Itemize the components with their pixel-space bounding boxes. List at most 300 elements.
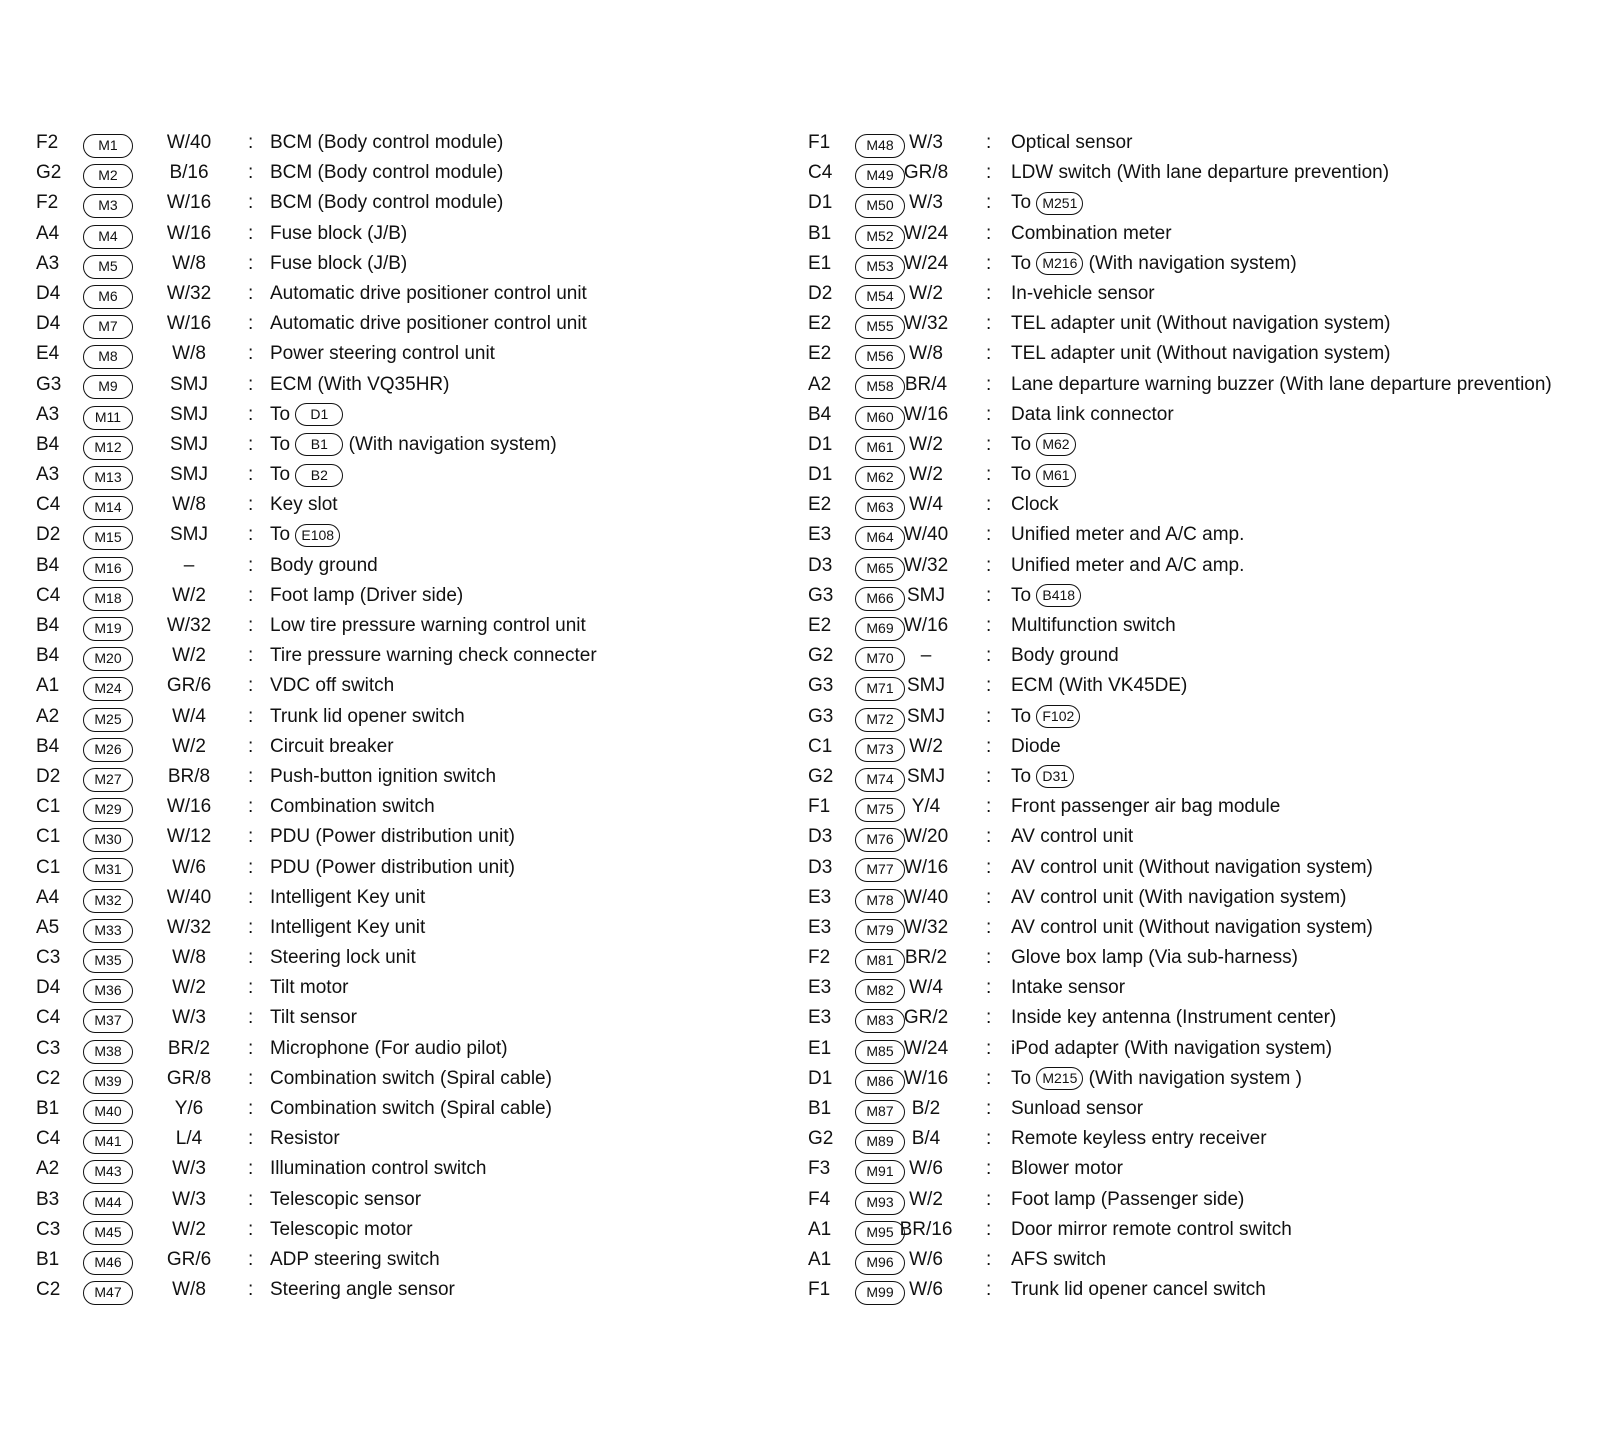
description-text: ECM (With VQ35HR) bbox=[270, 373, 450, 395]
separator: : bbox=[248, 916, 254, 938]
separator: : bbox=[986, 524, 992, 546]
connector-color-poles: W/16 bbox=[166, 222, 212, 244]
separator: : bbox=[248, 1067, 254, 1089]
description-text: Unified meter and A/C amp. bbox=[1011, 554, 1245, 576]
connector-number: M25 bbox=[83, 708, 133, 732]
connector-description bbox=[1011, 370, 1552, 400]
grid-location: C3 bbox=[36, 1218, 61, 1240]
grid-location: C4 bbox=[36, 494, 61, 516]
connector-color-poles: GR/8 bbox=[903, 162, 949, 184]
connector-row bbox=[772, 732, 1624, 762]
referenced-connector: M215 bbox=[1036, 1067, 1083, 1090]
separator: : bbox=[248, 1188, 254, 1210]
connector-color-poles: BR/2 bbox=[167, 1037, 211, 1059]
separator: : bbox=[986, 162, 992, 184]
connector-description bbox=[270, 702, 465, 732]
description-text: Body ground bbox=[270, 554, 378, 576]
connector-number: M47 bbox=[83, 1281, 133, 1305]
grid-location: C1 bbox=[36, 826, 61, 848]
description-text: BCM (Body control module) bbox=[270, 132, 504, 153]
connector-description bbox=[1011, 1154, 1123, 1184]
connector-description bbox=[1011, 1003, 1336, 1033]
to-label: To bbox=[270, 403, 291, 425]
connector-color-poles: SMJ bbox=[907, 765, 945, 787]
connector-number: M46 bbox=[83, 1251, 133, 1275]
grid-location: D1 bbox=[808, 464, 833, 486]
grid-location: A1 bbox=[808, 1218, 832, 1240]
connector-description bbox=[1011, 1215, 1292, 1245]
connector-row bbox=[0, 853, 800, 883]
connector-description bbox=[1011, 219, 1172, 249]
connector-row bbox=[0, 581, 800, 611]
referenced-connector: D31 bbox=[1036, 765, 1074, 788]
connector-number: M78 bbox=[855, 889, 905, 913]
grid-location: B1 bbox=[36, 1098, 60, 1119]
separator: : bbox=[986, 192, 992, 214]
connector-number: M54 bbox=[855, 285, 905, 309]
grid-location: G2 bbox=[36, 162, 62, 184]
connector-number: M5 bbox=[83, 255, 133, 279]
connector-description bbox=[270, 430, 557, 460]
connector-number: M7 bbox=[83, 315, 133, 339]
connector-description bbox=[1011, 671, 1187, 701]
separator: : bbox=[248, 313, 254, 335]
separator: : bbox=[248, 1037, 254, 1059]
separator: : bbox=[248, 705, 254, 727]
connector-description bbox=[1011, 188, 1083, 218]
separator: : bbox=[248, 1158, 254, 1180]
connector-description bbox=[270, 853, 515, 883]
separator: : bbox=[986, 916, 992, 938]
connector-row bbox=[0, 883, 800, 913]
separator: : bbox=[248, 222, 254, 244]
grid-location: F4 bbox=[808, 1188, 831, 1210]
connector-row bbox=[772, 490, 1624, 520]
grid-location: C1 bbox=[36, 856, 61, 878]
separator: : bbox=[248, 977, 254, 999]
connector-description bbox=[270, 1275, 455, 1305]
connector-description bbox=[1011, 581, 1081, 611]
connector-color-poles: W/6 bbox=[909, 1248, 943, 1270]
separator: : bbox=[248, 856, 254, 878]
separator: : bbox=[986, 796, 992, 818]
connector-color-poles: W/8 bbox=[172, 343, 206, 365]
separator: : bbox=[986, 464, 992, 486]
description-text: iPod adapter (With navigation system) bbox=[1011, 1037, 1333, 1059]
separator: : bbox=[248, 1279, 254, 1301]
grid-location: D4 bbox=[36, 313, 61, 335]
grid-location: C1 bbox=[36, 796, 61, 818]
grid-location: G3 bbox=[808, 675, 834, 697]
separator: : bbox=[986, 222, 992, 244]
connector-description bbox=[1011, 702, 1080, 732]
description-text: (With navigation system ) bbox=[1088, 1067, 1302, 1089]
connector-color-poles: W/32 bbox=[903, 554, 949, 576]
connector-row bbox=[0, 219, 800, 249]
grid-location: C2 bbox=[36, 1279, 61, 1301]
grid-location: B4 bbox=[36, 645, 60, 667]
connector-row bbox=[0, 249, 800, 279]
connector-number: M86 bbox=[855, 1070, 905, 1094]
connector-row bbox=[0, 1064, 800, 1094]
connector-row bbox=[772, 460, 1624, 490]
referenced-connector: B1 bbox=[295, 433, 343, 456]
connector-description bbox=[1011, 611, 1176, 641]
connector-description bbox=[1011, 1034, 1332, 1064]
connector-description bbox=[270, 943, 416, 973]
connector-number: M93 bbox=[855, 1191, 905, 1215]
connector-number: M9 bbox=[83, 375, 133, 399]
connector-number: M77 bbox=[855, 858, 905, 882]
connector-color-poles: BR/16 bbox=[899, 1218, 953, 1240]
connector-number: M37 bbox=[83, 1009, 133, 1033]
connector-row bbox=[772, 1034, 1624, 1064]
connector-color-poles: W/2 bbox=[172, 1218, 206, 1240]
connector-row bbox=[772, 611, 1624, 641]
connector-row bbox=[772, 1275, 1624, 1305]
connector-number: M70 bbox=[855, 647, 905, 671]
description-text: ECM (With VK45DE) bbox=[1011, 675, 1188, 697]
description-text: Remote keyless entry receiver bbox=[1011, 1128, 1267, 1150]
connector-row bbox=[0, 1275, 800, 1305]
connector-number: M69 bbox=[855, 617, 905, 641]
separator: : bbox=[986, 1037, 992, 1059]
connector-color-poles: W/16 bbox=[903, 403, 949, 425]
connector-row bbox=[772, 671, 1624, 701]
description-text: LDW switch (With lane departure prevention) bbox=[1011, 162, 1390, 184]
connector-description bbox=[1011, 1185, 1244, 1215]
connector-description bbox=[1011, 249, 1297, 279]
grid-location: C3 bbox=[36, 947, 61, 969]
connector-number: M63 bbox=[855, 496, 905, 520]
connector-row bbox=[0, 1185, 800, 1215]
grid-location: D3 bbox=[808, 856, 833, 878]
separator: : bbox=[986, 343, 992, 365]
connector-color-poles: W/16 bbox=[903, 615, 949, 636]
connector-row bbox=[772, 1124, 1624, 1154]
connector-color-poles: W/32 bbox=[903, 916, 949, 938]
grid-location: D1 bbox=[808, 192, 833, 214]
connector-number: M81 bbox=[855, 949, 905, 973]
separator: : bbox=[986, 282, 992, 304]
grid-location: B4 bbox=[36, 433, 60, 455]
connector-row bbox=[772, 1064, 1624, 1094]
connector-number: M91 bbox=[855, 1160, 905, 1184]
separator: : bbox=[248, 735, 254, 757]
description-text: Intelligent Key unit bbox=[270, 886, 426, 908]
separator: : bbox=[248, 192, 254, 214]
connector-description bbox=[270, 1034, 508, 1064]
grid-location: C3 bbox=[36, 1037, 61, 1059]
connector-description bbox=[1011, 430, 1076, 460]
description-text: BCM (Body control module) bbox=[270, 162, 504, 184]
connector-number: M3 bbox=[83, 194, 133, 218]
description-text: PDU (Power distribution unit) bbox=[270, 826, 515, 848]
connector-color-poles: W/24 bbox=[903, 222, 949, 244]
connector-number: M87 bbox=[855, 1100, 905, 1124]
connector-description bbox=[270, 188, 503, 218]
connector-description bbox=[1011, 1245, 1106, 1275]
separator: : bbox=[986, 947, 992, 969]
connector-number: M2 bbox=[83, 164, 133, 188]
connector-row bbox=[772, 128, 1624, 158]
connector-number: M13 bbox=[83, 466, 133, 490]
description-text: Unified meter and A/C amp. bbox=[1011, 524, 1245, 546]
separator: : bbox=[248, 464, 254, 486]
connector-row bbox=[772, 702, 1624, 732]
connector-color-poles: W/16 bbox=[903, 856, 949, 878]
grid-location: A2 bbox=[36, 705, 60, 727]
grid-location: G3 bbox=[808, 584, 834, 606]
description-text: VDC off switch bbox=[270, 675, 395, 697]
referenced-connector: M216 bbox=[1036, 252, 1083, 275]
connector-number: M4 bbox=[83, 225, 133, 249]
separator: : bbox=[248, 645, 254, 667]
connector-description bbox=[1011, 762, 1074, 792]
connector-row bbox=[0, 309, 800, 339]
description-text: Multifunction switch bbox=[1011, 615, 1176, 636]
separator: : bbox=[986, 584, 992, 606]
connector-number: M52 bbox=[855, 225, 905, 249]
description-text: Glove box lamp (Via sub-harness) bbox=[1011, 947, 1298, 969]
separator: : bbox=[248, 1248, 254, 1270]
connector-color-poles: W/8 bbox=[172, 1279, 206, 1301]
connector-color-poles: W/24 bbox=[903, 1037, 949, 1059]
connector-row bbox=[0, 943, 800, 973]
grid-location: G3 bbox=[808, 705, 834, 727]
connector-number: M83 bbox=[855, 1009, 905, 1033]
referenced-connector: B418 bbox=[1036, 584, 1081, 607]
description-text: Lane departure warning buzzer (With lane departure prevention) bbox=[1011, 373, 1552, 395]
referenced-connector: M61 bbox=[1036, 464, 1075, 487]
connector-row bbox=[0, 1034, 800, 1064]
connector-color-poles: B/16 bbox=[169, 162, 209, 184]
description-text: Circuit breaker bbox=[270, 735, 394, 757]
connector-row bbox=[772, 1215, 1624, 1245]
connector-number: M74 bbox=[855, 768, 905, 792]
separator: : bbox=[986, 1279, 992, 1301]
connector-color-poles: SMJ bbox=[907, 705, 945, 727]
connector-color-poles: W/8 bbox=[172, 494, 206, 516]
grid-location: B4 bbox=[36, 735, 60, 757]
connector-color-poles: W/40 bbox=[166, 886, 212, 908]
connector-color-poles: B/2 bbox=[911, 1098, 941, 1119]
connector-row bbox=[0, 792, 800, 822]
connector-color-poles: SMJ bbox=[170, 433, 208, 455]
grid-location: B4 bbox=[36, 554, 60, 576]
description-text: Resistor bbox=[270, 1128, 340, 1150]
connector-number: M72 bbox=[855, 708, 905, 732]
connector-color-poles: W/24 bbox=[903, 252, 949, 274]
connector-color-poles: SMJ bbox=[170, 403, 208, 425]
connector-number: M41 bbox=[83, 1130, 133, 1154]
grid-location: E3 bbox=[808, 1007, 832, 1029]
connector-description bbox=[270, 460, 343, 490]
connector-color-poles: W/3 bbox=[909, 132, 943, 153]
description-text: Intake sensor bbox=[1011, 977, 1126, 999]
connector-row bbox=[772, 551, 1624, 581]
connector-row bbox=[772, 430, 1624, 460]
connector-color-poles: W/32 bbox=[166, 282, 212, 304]
connector-color-poles: W/32 bbox=[166, 916, 212, 938]
separator: : bbox=[248, 1098, 254, 1119]
connector-description bbox=[1011, 822, 1133, 852]
connector-row bbox=[772, 1185, 1624, 1215]
grid-location: F2 bbox=[36, 192, 59, 214]
connector-color-poles: BR/2 bbox=[904, 947, 948, 969]
grid-location: A3 bbox=[36, 252, 60, 274]
separator: : bbox=[248, 1007, 254, 1029]
grid-location: A1 bbox=[36, 675, 60, 697]
connector-description bbox=[270, 1094, 552, 1124]
separator: : bbox=[986, 1248, 992, 1270]
connector-number: M82 bbox=[855, 979, 905, 1003]
grid-location: G2 bbox=[808, 645, 834, 667]
connector-description bbox=[270, 1245, 440, 1275]
description-text: Intelligent Key unit bbox=[270, 916, 426, 938]
separator: : bbox=[248, 373, 254, 395]
to-label: To bbox=[1011, 433, 1032, 455]
connector-row bbox=[0, 732, 800, 762]
connector-description bbox=[270, 1154, 486, 1184]
description-text: Fuse block (J/B) bbox=[270, 252, 408, 274]
grid-location: E1 bbox=[808, 252, 832, 274]
connector-row bbox=[0, 520, 800, 550]
connector-color-poles: W/2 bbox=[909, 1188, 943, 1210]
connector-description bbox=[1011, 853, 1373, 883]
connector-description bbox=[270, 370, 449, 400]
connector-number: M11 bbox=[83, 406, 133, 430]
grid-location: E1 bbox=[808, 1037, 832, 1059]
connector-row bbox=[0, 913, 800, 943]
separator: : bbox=[986, 1128, 992, 1150]
grid-location: A5 bbox=[36, 916, 60, 938]
separator: : bbox=[248, 252, 254, 274]
grid-location: F1 bbox=[808, 132, 831, 153]
separator: : bbox=[986, 675, 992, 697]
connector-color-poles: SMJ bbox=[170, 373, 208, 395]
connector-row bbox=[772, 1003, 1624, 1033]
grid-location: D2 bbox=[36, 524, 61, 546]
connector-color-poles: W/3 bbox=[172, 1188, 206, 1210]
connector-number: M73 bbox=[855, 738, 905, 762]
connector-row bbox=[0, 1245, 800, 1275]
connector-row bbox=[0, 460, 800, 490]
connector-row bbox=[0, 1124, 800, 1154]
description-text: Power steering control unit bbox=[270, 343, 495, 365]
referenced-connector: M251 bbox=[1036, 192, 1083, 215]
connector-number: M56 bbox=[855, 345, 905, 369]
description-text: Data link connector bbox=[1011, 403, 1174, 425]
description-text: Tire pressure warning check connecter bbox=[270, 645, 597, 667]
description-text: Tilt motor bbox=[270, 977, 349, 999]
connector-color-poles: W/8 bbox=[172, 252, 206, 274]
connector-row bbox=[772, 520, 1624, 550]
connector-number: M55 bbox=[855, 315, 905, 339]
separator: : bbox=[248, 826, 254, 848]
connector-color-poles: W/4 bbox=[172, 705, 206, 727]
description-text: (With navigation system) bbox=[348, 433, 557, 455]
connector-description bbox=[270, 883, 425, 913]
connector-color-poles: SMJ bbox=[907, 584, 945, 606]
connector-row bbox=[772, 219, 1624, 249]
connector-color-poles: W/40 bbox=[166, 132, 212, 153]
grid-location: G2 bbox=[808, 1128, 834, 1150]
description-text: Trunk lid opener switch bbox=[270, 705, 465, 727]
connector-number: M6 bbox=[83, 285, 133, 309]
separator: : bbox=[986, 132, 992, 153]
referenced-connector: F102 bbox=[1036, 705, 1080, 728]
connector-row bbox=[772, 188, 1624, 218]
connector-number: M85 bbox=[855, 1040, 905, 1064]
connector-color-poles: GR/2 bbox=[903, 1007, 949, 1029]
connector-row bbox=[772, 1154, 1624, 1184]
separator: : bbox=[248, 494, 254, 516]
separator: : bbox=[986, 554, 992, 576]
connector-row bbox=[0, 611, 800, 641]
connector-color-poles: W/8 bbox=[909, 343, 943, 365]
connector-row bbox=[0, 400, 800, 430]
description-text: Sunload sensor bbox=[1011, 1098, 1144, 1119]
connector-number: M16 bbox=[83, 557, 133, 581]
connector-color-poles: W/3 bbox=[909, 192, 943, 214]
connector-description bbox=[270, 490, 338, 520]
description-text: Clock bbox=[1011, 494, 1059, 516]
connector-description bbox=[270, 792, 435, 822]
connector-description bbox=[270, 279, 587, 309]
connector-number: M65 bbox=[855, 557, 905, 581]
connector-description bbox=[1011, 1064, 1302, 1094]
separator: : bbox=[248, 584, 254, 606]
description-text: Body ground bbox=[1011, 645, 1119, 667]
separator: : bbox=[248, 1218, 254, 1240]
connector-number: M60 bbox=[855, 406, 905, 430]
grid-location: E2 bbox=[808, 615, 832, 636]
separator: : bbox=[248, 524, 254, 546]
to-label: To bbox=[270, 464, 291, 486]
connector-number: M66 bbox=[855, 587, 905, 611]
separator: : bbox=[986, 313, 992, 335]
connector-color-poles: Y/6 bbox=[174, 1098, 204, 1119]
connector-row bbox=[0, 158, 800, 188]
connector-number: M49 bbox=[855, 164, 905, 188]
connector-number: M29 bbox=[83, 798, 133, 822]
connector-color-poles: W/3 bbox=[172, 1158, 206, 1180]
grid-location: C4 bbox=[36, 584, 61, 606]
connector-number: M75 bbox=[855, 798, 905, 822]
connector-row bbox=[0, 822, 800, 852]
connector-row bbox=[0, 1094, 800, 1124]
separator: : bbox=[986, 856, 992, 878]
grid-location: E4 bbox=[36, 343, 60, 365]
connector-row bbox=[772, 339, 1624, 369]
connector-color-poles: W/32 bbox=[166, 615, 212, 636]
to-label: To bbox=[1011, 705, 1032, 727]
separator: : bbox=[986, 826, 992, 848]
connector-color-poles: SMJ bbox=[907, 675, 945, 697]
connector-description bbox=[1011, 128, 1132, 158]
description-text: Blower motor bbox=[1011, 1158, 1123, 1180]
grid-location: A1 bbox=[808, 1248, 832, 1270]
to-label: To bbox=[1011, 584, 1032, 606]
grid-location: C1 bbox=[808, 735, 833, 757]
connector-color-poles: – bbox=[183, 554, 195, 576]
connector-number: M71 bbox=[855, 677, 905, 701]
grid-location: D4 bbox=[36, 282, 61, 304]
separator: : bbox=[986, 494, 992, 516]
connector-description bbox=[270, 1064, 552, 1094]
to-label: To bbox=[270, 524, 291, 546]
